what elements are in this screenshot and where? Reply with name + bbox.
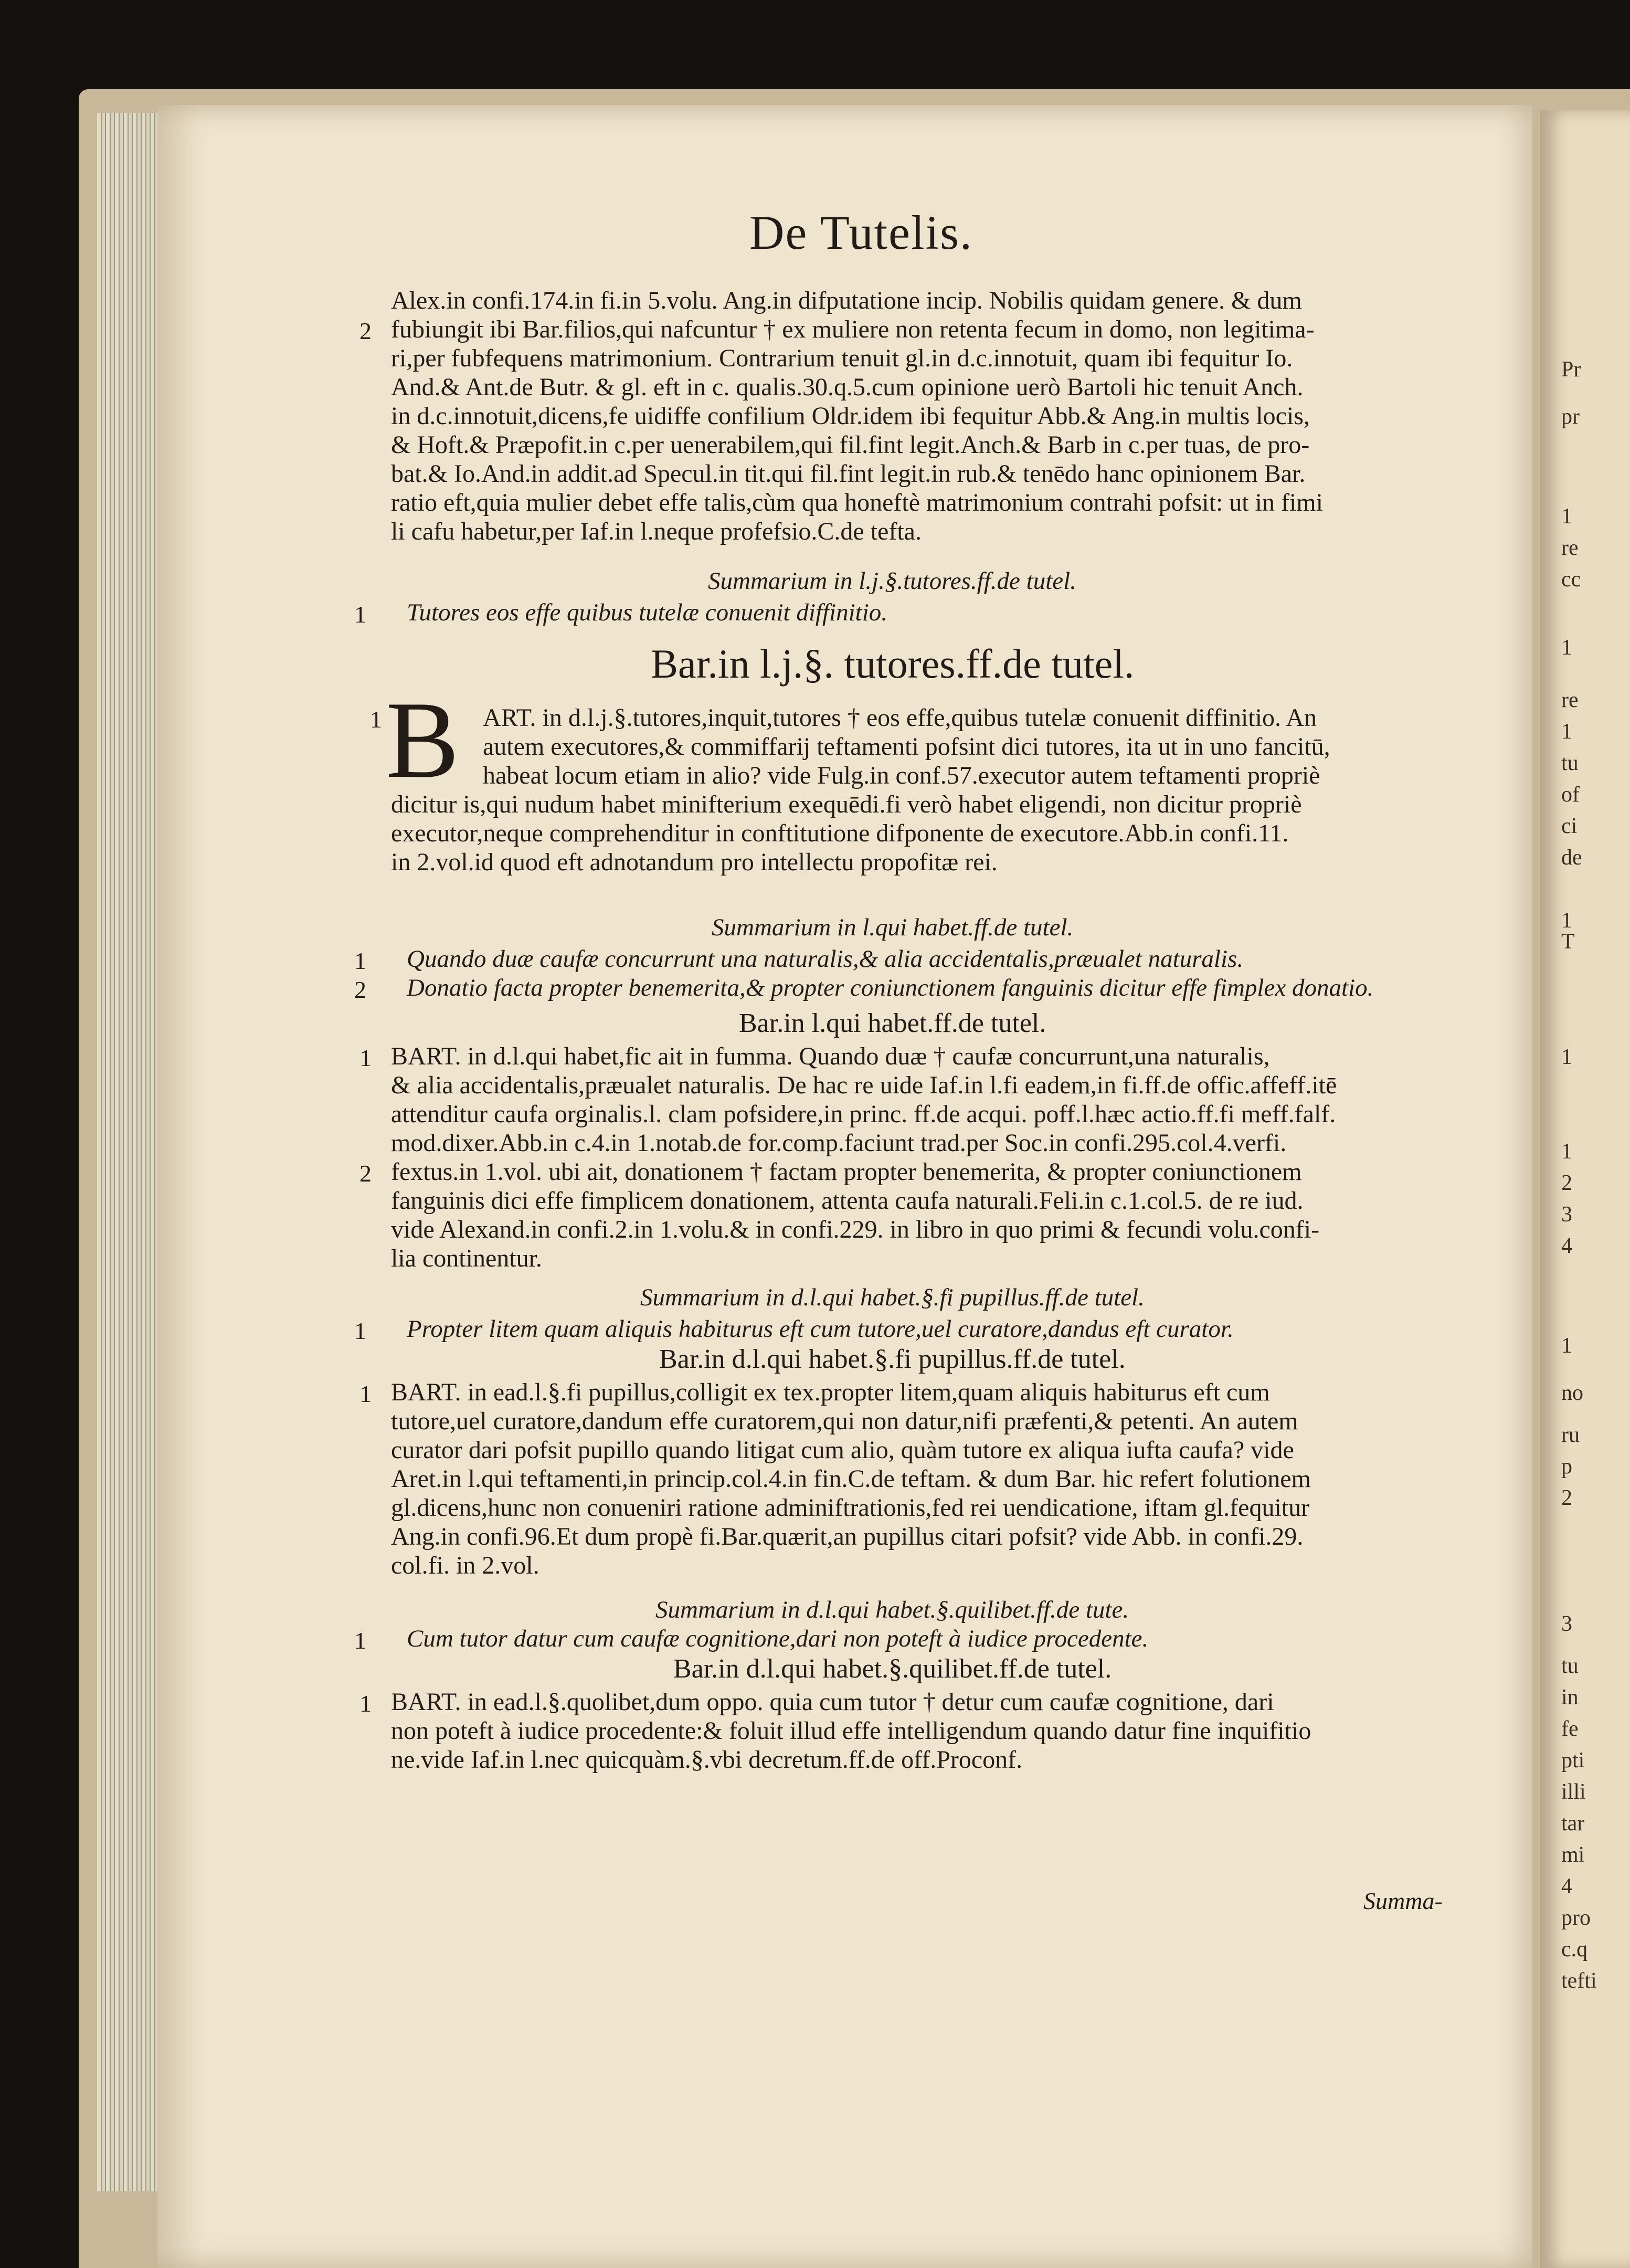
text-line: fubiungit ibi Bar.filios,qui nafcuntur † ex muliere non retenta fecum in domo, non legitima- <box>391 315 1315 343</box>
facing-page-fragment: ru <box>1561 1423 1580 1447</box>
text-line: habeat locum etiam in alio? vide Fulg.in conf.57.executor autem teftamenti propriè <box>483 762 1320 789</box>
facing-page-fragment: fe <box>1561 1717 1579 1741</box>
facing-page-fragment: p <box>1561 1454 1572 1479</box>
facing-page-fragment: 3 <box>1561 1612 1572 1636</box>
text-line: BART. in d.l.qui habet,fic ait in fumma. Quando duæ † caufæ concurrunt,una naturalis, <box>391 1042 1270 1070</box>
facing-page-fragment: in <box>1561 1685 1579 1710</box>
text-line: in d.c.innotuit,dicens,fe uidiffe confilium Oldr.idem ibi fequitur Abb.& Ang.in multis locis, <box>391 402 1310 430</box>
summary-number: 1 <box>354 601 366 628</box>
margin-note-number: 1 <box>359 1045 372 1071</box>
text-line: ne.vide Iaf.in l.nec quicquàm.§.vbi decretum.ff.de off.Proconf. <box>391 1746 1023 1774</box>
text-line: ART. in d.l.j.§.tutores,inquit,tutores † eos effe,quibus tutelæ conuenit diffinitio. An <box>483 704 1317 732</box>
text-line: And.& Ant.de Butr. & gl. eft in c. qualis.30.q.5.cum opinione uerò Bartoli hic tenuit Anch. <box>391 373 1304 401</box>
text-line: non poteft à iudice procedente:& foluit illud effe intelligendum quando datur fine inquifitio <box>391 1717 1311 1745</box>
section-heading: Bar.in l.qui habet.ff.de tutel. <box>739 1008 1046 1038</box>
facing-page-fragment: 1 <box>1561 1140 1572 1164</box>
text-line: fanguinis dici effe fimplicem donationem, attenta caufa naturali.Feli.in c.1.col.5. de re iud. <box>391 1187 1304 1215</box>
summary-number: 2 <box>354 976 366 1003</box>
facing-page-fragment: de <box>1561 846 1582 870</box>
facing-page-fragment: 1 <box>1561 1334 1572 1358</box>
text-line: fextus.in 1.vol. ubi ait, donationem † factam propter benemerita, & propter coniunctionem <box>391 1158 1302 1186</box>
facing-page-fragment: no <box>1561 1381 1583 1405</box>
running-head: De Tutelis. <box>749 206 973 259</box>
text-line: curator dari pofsit pupillo quando litigat cum alio, quàm tutore ex aliqua iufta caufa? vide <box>391 1436 1294 1464</box>
facing-page-fragment: of <box>1561 783 1580 807</box>
text-line: lia continentur. <box>391 1244 542 1272</box>
facing-page-fragment: c.q <box>1561 1937 1588 1961</box>
text-line: & Hoft.& Præpofit.in c.per uenerabilem,qui fil.fint legit.Anch.& Barb in c.per tuas, de pro- <box>391 431 1310 459</box>
section-heading: Bar.in l.j.§. tutores.ff.de tutel. <box>651 641 1135 687</box>
decorated-initial: B <box>386 679 460 801</box>
facing-page-fragment: Pr <box>1561 357 1581 382</box>
margin-note-number: 1 <box>359 1380 372 1407</box>
facing-page-fragment: 1 <box>1561 720 1572 744</box>
summary-number: 1 <box>354 1317 366 1344</box>
facing-page-fragment: 1 <box>1561 909 1572 933</box>
facing-page-fragment: 1 <box>1561 636 1572 660</box>
text-line: executor,neque comprehenditur in conftitutione difponente de executore.Abb.in confi.11. <box>391 819 1289 847</box>
text-line: BART. in ead.l.§.quolibet,dum oppo. quia cum tutor † detur cum caufæ cognitione, dari <box>391 1688 1274 1716</box>
facing-page-fragment: illi <box>1561 1780 1586 1804</box>
summary-title: Summarium in d.l.qui habet.§.fi pupillus.ff.de tutel. <box>640 1284 1145 1311</box>
text-line: vide Alexand.in confi.2.in 1.volu.& in confi.229. in libro in quo primi & fecundi volu.confi- <box>391 1216 1320 1243</box>
text-line: tutore,uel curatore,dandum effe curatorem,qui non datur,nifi præfenti,& petenti. An autem <box>391 1407 1298 1435</box>
summary-item: Propter litem quam aliquis habiturus eft cum tutore,uel curatore,dandus eft curator. <box>407 1315 1234 1343</box>
text-line: autem executores,& commiffarij teftamenti pofsint dici tutores, ita ut in uno fancitū, <box>483 733 1330 761</box>
facing-page-fragment: ci <box>1561 814 1578 838</box>
summary-item: Quando duæ caufæ concurrunt una naturalis,& alia accidentalis,præualet naturalis. <box>407 945 1244 973</box>
text-line: col.fi. in 2.vol. <box>391 1552 539 1579</box>
page-edges <box>97 113 160 2191</box>
book-page <box>157 105 1532 2268</box>
text-line: & alia accidentalis,præualet naturalis. De hac re uide Iaf.in l.fi eadem,in fi.ff.de offic.affeff.itē <box>391 1071 1337 1099</box>
facing-page-fragment: re <box>1561 536 1579 560</box>
facing-page-fragment: 4 <box>1561 1234 1572 1258</box>
catchword: Summa- <box>1363 1887 1443 1914</box>
facing-page-fragment: tefti <box>1561 1969 1597 1993</box>
facing-page-fragment: cc <box>1561 567 1581 592</box>
text-line: ratio eft,quia mulier debet effe talis,cùm qua honeftè matrimonium contrahi pofsit: ut in fimi <box>391 489 1323 516</box>
text-line: mod.dixer.Abb.in c.4.in 1.notab.de for.comp.faciunt trad.per Soc.in confi.295.col.4.verfi. <box>391 1129 1287 1157</box>
text-line: bat.& Io.And.in addit.ad Specul.in tit.qui fil.fint legit.in rub.& tenēdo hanc opinionem Bar. <box>391 460 1306 488</box>
facing-page-fragment: T <box>1561 930 1575 954</box>
facing-page-fragment: pr <box>1561 405 1580 429</box>
facing-page-fragment: 2 <box>1561 1171 1572 1195</box>
summary-title: Summarium in l.qui habet.ff.de tutel. <box>712 914 1074 941</box>
text-line: attenditur caufa orginalis.l. clam pofsidere,in princ. ff.de acqui. poff.l.hæc actio.ff.fi meff.falf. <box>391 1100 1336 1128</box>
summary-title: Summarium in l.j.§.tutores.ff.de tutel. <box>708 567 1076 595</box>
facing-page-fragment: pti <box>1561 1748 1585 1773</box>
section-heading: Bar.in d.l.qui habet.§.quilibet.ff.de tutel. <box>673 1654 1112 1684</box>
margin-note-number: 2 <box>359 1160 372 1187</box>
facing-page-fragment: tu <box>1561 751 1579 775</box>
facing-page-fragment: 1 <box>1561 1045 1572 1069</box>
text-line: ri,per fubfequens matrimonium. Contrarium tenuit gl.in d.c.innotuit, quam ibi fequitur Io. <box>391 344 1293 372</box>
text-line: in 2.vol.id quod eft adnotandum pro intellectu propofitæ rei. <box>391 848 998 876</box>
summary-item: Tutores eos effe quibus tutelæ conuenit diffinitio. <box>407 599 888 626</box>
margin-note-number: 1 <box>359 1690 372 1717</box>
text-line: dicitur is,qui nudum habet minifterium exequēdi.fi verò habet eligendi, non dicitur propriè <box>391 790 1302 818</box>
summary-number: 1 <box>354 1627 366 1654</box>
text-line: Aret.in l.qui teftamenti,in princip.col.4.in fin.C.de teftam. & dum Bar. hic refert folutionem <box>391 1465 1311 1493</box>
text-line: li cafu habetur,per Iaf.in l.neque profefsio.C.de tefta. <box>391 518 922 545</box>
summary-title: Summarium in d.l.qui habet.§.quilibet.ff.de tute. <box>655 1596 1129 1623</box>
text-line: Ang.in confi.96.Et dum propè fi.Bar.quærit,an pupillus citari pofsit? vide Abb. in confi.29. <box>391 1523 1304 1550</box>
text-line: gl.dicens,hunc non conueniri ratione adminiftrationis,fed rei uendicatione, iftam gl.fequitur <box>391 1494 1310 1522</box>
text-line: Alex.in confi.174.in fi.in 5.volu. Ang.in difputatione incip. Nobilis quidam genere. & dum <box>391 287 1302 314</box>
summary-item: Donatio facta propter benemerita,& propter coniunctionem fanguinis dicitur effe fimplex donatio. <box>407 974 1374 1001</box>
margin-note-number: 1 <box>370 706 382 733</box>
facing-page-fragment: 1 <box>1561 504 1572 529</box>
facing-page-fragment: tu <box>1561 1654 1579 1678</box>
section-heading: Bar.in d.l.qui habet.§.fi pupillus.ff.de tutel. <box>659 1344 1126 1374</box>
facing-page-fragment: tar <box>1561 1811 1585 1836</box>
facing-page-edge <box>1540 110 1630 2268</box>
facing-page-fragment: 3 <box>1561 1202 1572 1227</box>
facing-page-fragment: pro <box>1561 1906 1591 1930</box>
summary-item: Cum tutor datur cum caufæ cognitione,dari non poteft à iudice procedente. <box>407 1625 1149 1652</box>
facing-page-fragment: 2 <box>1561 1486 1572 1510</box>
facing-page-fragment: re <box>1561 688 1579 712</box>
margin-note-number: 2 <box>359 318 372 344</box>
text-line: BART. in ead.l.§.fi pupillus,colligit ex tex.propter litem,quam aliquis habiturus eft cum <box>391 1378 1270 1406</box>
summary-number: 1 <box>354 947 366 974</box>
facing-page-fragment: mi <box>1561 1843 1585 1867</box>
facing-page-fragment: 4 <box>1561 1874 1572 1898</box>
